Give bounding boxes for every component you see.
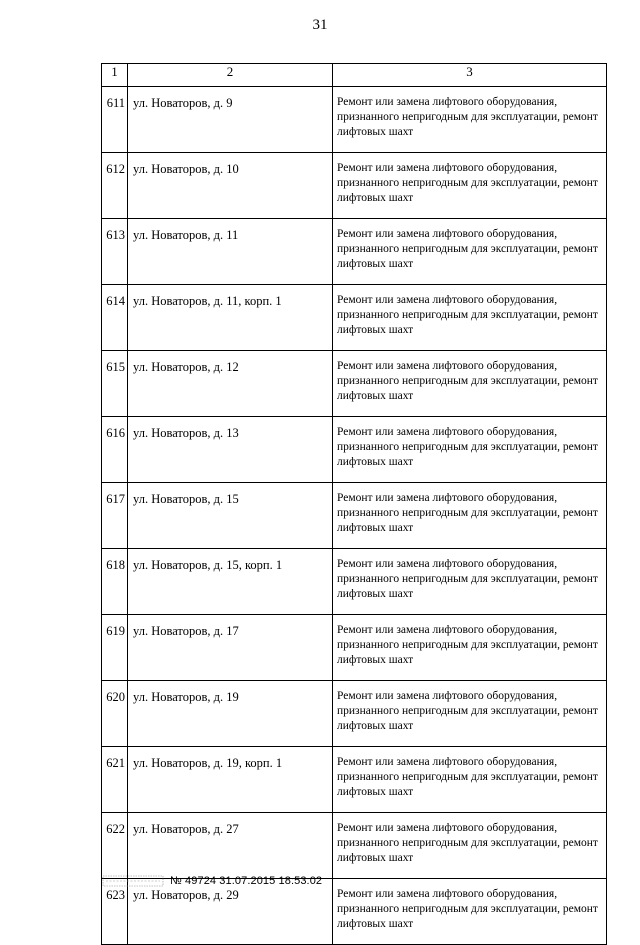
- work-type-cell: Ремонт или замена лифтового оборудования, признанного непригодным для эксплуатации, ремонт лифтовых шахт: [333, 483, 607, 549]
- table-row: [102, 681, 607, 747]
- address-cell: ул. Новаторов, д. 17: [128, 615, 333, 681]
- work-type-cell: Ремонт или замена лифтового оборудования, признанного непригодным для эксплуатации, ремонт лифтовых шахт: [333, 417, 607, 483]
- address-cell: ул. Новаторов, д. 27: [128, 813, 333, 879]
- header-col-1: 1: [102, 64, 128, 87]
- row-number-cell: 622: [102, 813, 128, 879]
- address-cell: ул. Новаторов, д. 11: [128, 219, 333, 285]
- address-cell: ул. Новаторов, д. 9: [128, 87, 333, 153]
- address-cell: ул. Новаторов, д. 19, корп. 1: [128, 747, 333, 813]
- address-cell: ул. Новаторов, д. 12: [128, 351, 333, 417]
- row-number-cell: 621: [102, 747, 128, 813]
- work-type-cell: Ремонт или замена лифтового оборудования, признанного непригодным для эксплуатации, ремонт лифтовых шахт: [333, 813, 607, 879]
- table-header-row: [102, 64, 607, 87]
- table-row: [102, 747, 607, 813]
- work-type-cell: Ремонт или замена лифтового оборудования, признанного непригодным для эксплуатации, ремонт лифтовых шахт: [333, 219, 607, 285]
- table-row: [102, 813, 607, 879]
- table-row: [102, 87, 607, 153]
- row-number-cell: 623: [102, 879, 128, 945]
- work-type-cell: Ремонт или замена лифтового оборудования, признанного непригодным для эксплуатации, ремонт лифтовых шахт: [333, 549, 607, 615]
- work-type-cell: Ремонт или замена лифтового оборудования, признанного непригодным для эксплуатации, ремонт лифтовых шахт: [333, 681, 607, 747]
- row-number-cell: 614: [102, 285, 128, 351]
- row-number-cell: 615: [102, 351, 128, 417]
- document-registration-stamp: № 49724 31.07.2015 18:53:02: [170, 875, 323, 887]
- table-row: [102, 219, 607, 285]
- header-col-2: 2: [128, 64, 333, 87]
- table-row: [102, 285, 607, 351]
- row-number-cell: 620: [102, 681, 128, 747]
- work-type-cell: Ремонт или замена лифтового оборудования, признанного непригодным для эксплуатации, ремонт лифтовых шахт: [333, 615, 607, 681]
- page-number: 31: [312, 17, 328, 33]
- registry-stamp-icon: [102, 874, 164, 888]
- table-row: [102, 549, 607, 615]
- row-number-cell: 619: [102, 615, 128, 681]
- header-col-3: 3: [333, 64, 607, 87]
- work-type-cell: Ремонт или замена лифтового оборудования, признанного непригодным для эксплуатации, ремонт лифтовых шахт: [333, 285, 607, 351]
- row-number-cell: 611: [102, 87, 128, 153]
- row-number-cell: 617: [102, 483, 128, 549]
- table-row: [102, 351, 607, 417]
- address-cell: ул. Новаторов, д. 19: [128, 681, 333, 747]
- address-cell: ул. Новаторов, д. 11, корп. 1: [128, 285, 333, 351]
- address-cell: ул. Новаторов, д. 10: [128, 153, 333, 219]
- address-cell: ул. Новаторов, д. 29: [128, 879, 333, 945]
- table-row: [102, 483, 607, 549]
- table-row: [102, 879, 607, 945]
- works-table: [101, 63, 607, 945]
- work-type-cell: Ремонт или замена лифтового оборудования, признанного непригодным для эксплуатации, ремонт лифтовых шахт: [333, 87, 607, 153]
- table-row: [102, 417, 607, 483]
- address-cell: ул. Новаторов, д. 15, корп. 1: [128, 549, 333, 615]
- row-number-cell: 613: [102, 219, 128, 285]
- work-type-cell: Ремонт или замена лифтового оборудования, признанного непригодным для эксплуатации, ремонт лифтовых шахт: [333, 879, 607, 945]
- work-type-cell: Ремонт или замена лифтового оборудования, признанного непригодным для эксплуатации, ремонт лифтовых шахт: [333, 153, 607, 219]
- address-cell: ул. Новаторов, д. 15: [128, 483, 333, 549]
- footer: [102, 874, 322, 888]
- table-row: [102, 615, 607, 681]
- row-number-cell: 618: [102, 549, 128, 615]
- row-number-cell: 612: [102, 153, 128, 219]
- address-cell: ул. Новаторов, д. 13: [128, 417, 333, 483]
- work-type-cell: Ремонт или замена лифтового оборудования, признанного непригодным для эксплуатации, ремонт лифтовых шахт: [333, 351, 607, 417]
- work-type-cell: Ремонт или замена лифтового оборудования, признанного непригодным для эксплуатации, ремонт лифтовых шахт: [333, 747, 607, 813]
- table-row: [102, 153, 607, 219]
- row-number-cell: 616: [102, 417, 128, 483]
